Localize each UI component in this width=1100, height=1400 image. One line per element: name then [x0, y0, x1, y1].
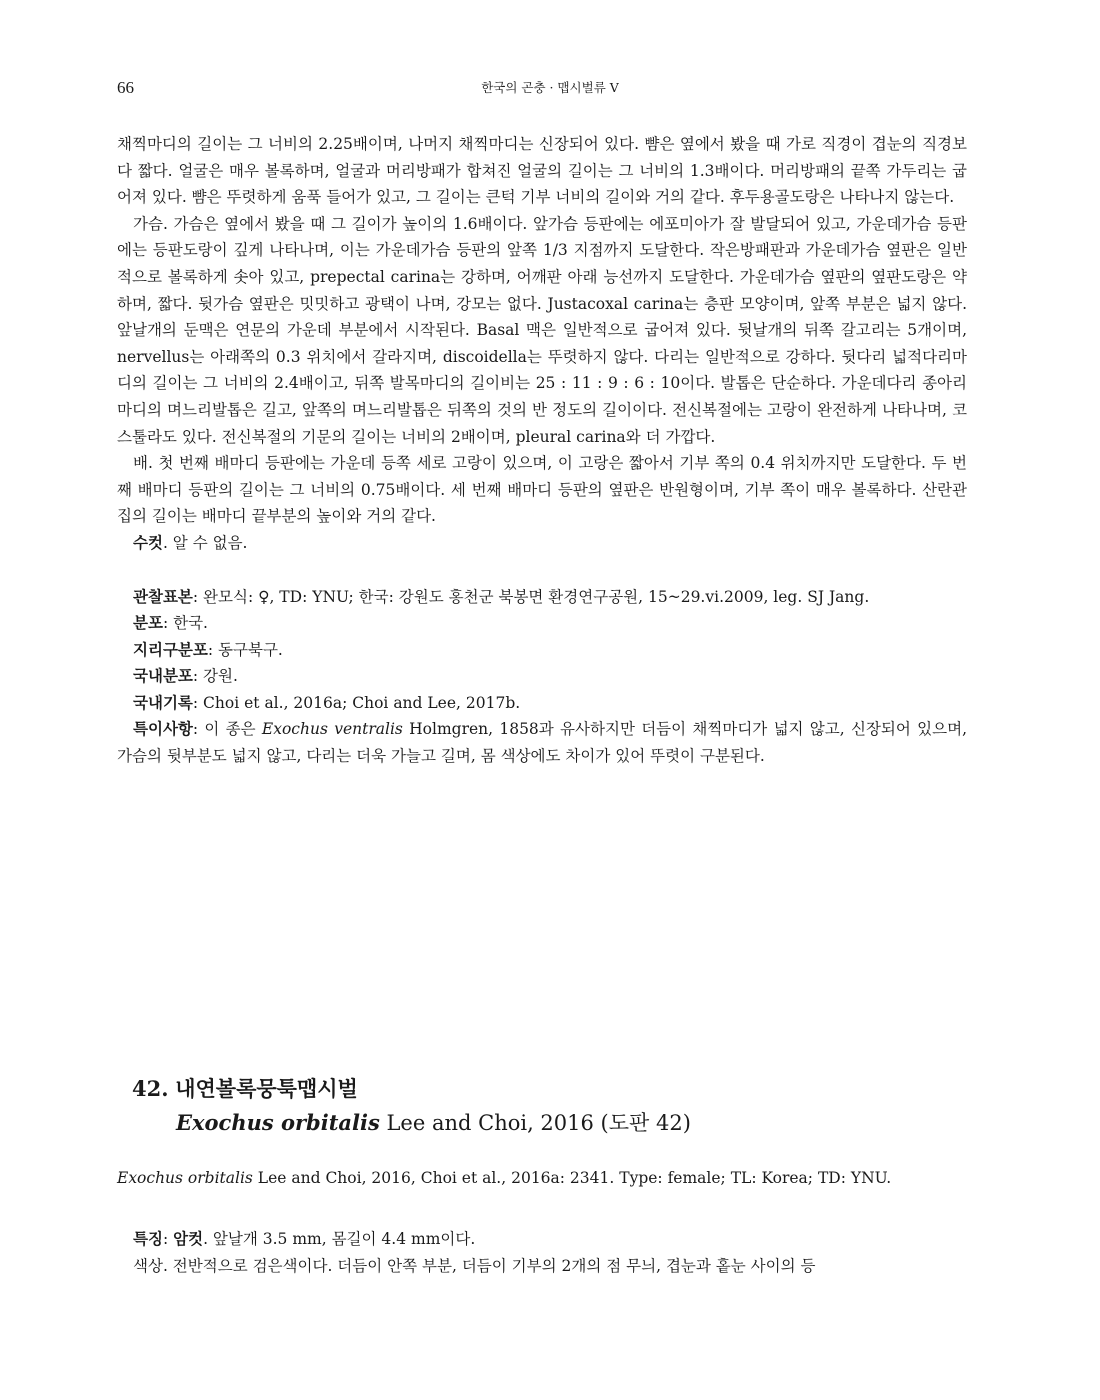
spacer: [117, 557, 967, 584]
species-scientific-name: Exochus orbitalis: [176, 1110, 380, 1135]
distribution-text: : 한국.: [162, 614, 208, 633]
remarks-species: Exochus ventralis: [261, 720, 403, 739]
male-text: . 알 수 없음.: [162, 533, 248, 552]
species-korean-name: 내연볼록뭉툭맵시벌: [175, 1076, 358, 1101]
distribution-line: [117, 610, 967, 637]
specimens-label: 관찰표본: [133, 586, 193, 606]
color-line: 색상. 전반적으로 검은색이다. 더듬이 안쪽 부분, 더듬이 기부의 2개의 점 무늬, 겹눈과 홑눈 사이의 등: [133, 1256, 816, 1275]
remarks-pre: : 이 종은: [192, 720, 262, 739]
features-label: 특징: [133, 1229, 163, 1248]
synonymy-species: Exochus orbitalis: [117, 1169, 253, 1187]
species-heading-korean: [132, 1072, 691, 1106]
page-number: 66: [117, 78, 134, 97]
domestic-distribution-text: : 강원.: [192, 667, 238, 686]
specimens-line: [117, 584, 967, 611]
male-label: 수컷: [133, 532, 163, 552]
domestic-records-line: [117, 690, 967, 717]
features-line: [117, 1226, 967, 1253]
species-heading: [132, 1072, 691, 1140]
geo-distribution-line: [117, 637, 967, 664]
distribution-label: 분포: [133, 613, 163, 633]
domestic-distribution-label: 국내분포: [133, 666, 193, 686]
paragraph-thorax: 가슴. 가슴은 옆에서 봤을 때 그 길이가 높이의 1.6배이다. 앞가슴 등판에는 에포미아가 잘 발달되어 있고, 가운데가슴 등판에는 등판도랑이 깊게 나타나며, 이는 가운데가슴 등판의 앞쪽 1/3 지점까지 도달한다. 작은방패판과 가운데가슴 옆판은 일반적으로 볼록하게 솟아 있고, prepectal carina는 강하며, 어깨판 아래 능선까지 도달한다. 가운데가슴 옆판의 옆판도랑은 약하며, 짧다. 뒷가슴 옆판은 밋밋하고 광택이 나며, 강모는 없다. Justacoxal carina는 층판 모양이며, 앞쪽 부분은 넓지 않다. 앞날개의 둔맥은 연문의 가운데 부분에서 시작된다. Basal 맥은 일반적으로 굽어져 있다. 뒷날개의 뒤쪽 갈고리는 5개이며, nervellus는 아래쪽의 0.3 위치에서 갈라지며, discoidella는 뚜렷하지 않다. 다리는 일반적으로 강하다. 뒷다리 넓적다리마디의 길이는 그 너비의 2.4배이고, 뒤쪽 발목마디의 길이비는 25 : 11 : 9 : 6 : 10이다. 발톱은 단순하다. 가운데다리 종아리마디의 며느리발톱은 길고, 앞쪽의 며느리발톱은 뒤쪽의 것의 반 정도의 길이이다. 전신복절에는 고랑이 완전하게 나타나며, 코스툴라도 있다. 전신복절의 기문의 길이는 너비의 2배이며, pleural carina와 더 가깝다.: [117, 214, 967, 446]
features-block: [117, 1226, 967, 1279]
synonymy-text: Lee and Choi, 2016, Choi et al., 2016a: 2341. Type: female; TL: Korea; TD: YNU.: [252, 1169, 892, 1187]
species-authority: Lee and Choi, 2016 (도판 42): [379, 1111, 691, 1135]
remarks-paragraph: [117, 716, 967, 769]
female-label: 암컷: [173, 1229, 204, 1248]
main-text: [117, 131, 967, 770]
specimens-text: : 완모식: ♀, TD: YNU; 한국: 강원도 홍천군 북봉면 환경연구공원, 15~29.vi.2009, leg. SJ Jang.: [192, 587, 870, 606]
geo-distribution-label: 지리구분포: [133, 639, 208, 659]
domestic-distribution-line: [117, 663, 967, 690]
paragraph-antenna: 채찍마디의 길이는 그 너비의 2.25배이며, 나머지 채찍마디는 신장되어 있다. 뺨은 옆에서 봤을 때 가로 직경이 겹눈의 직경보다 짧다. 얼굴은 매우 볼록하며, 얼굴과 머리방패가 합쳐진 얼굴의 길이는 그 너비의 1.3배이다. 머리방패의 끝쪽 가두리는 굽어져 있다. 뺨은 뚜렷하게 움푹 들어가 있고, 그 길이는 큰턱 기부 너비의 길이와 거의 같다. 후두용골도랑은 나타나지 않는다.: [117, 135, 967, 207]
paragraph-male: [117, 530, 967, 557]
running-header: 한국의 곤충 · 맵시벌류 V: [481, 80, 619, 95]
synonymy-line: [117, 1165, 977, 1191]
features-text: . 앞날개 3.5 mm, 몸길이 4.4 mm이다.: [203, 1230, 476, 1248]
features-colon: :: [162, 1230, 174, 1248]
remarks-label: 특이사항: [133, 719, 193, 739]
geo-distribution-text: : 동구북구.: [207, 640, 283, 659]
paragraph-abdomen: 배. 첫 번째 배마디 등판에는 가운데 등쪽 세로 고랑이 있으며, 이 고랑은 짧아서 기부 쪽의 0.4 위치까지만 도달한다. 두 번째 배마디 등판의 길이는 그 너비의 0.75배이다. 세 번째 배마디 등판의 옆판은 반원형이며, 기부 쪽이 매우 볼록하다. 산란관집의 길이는 배마디 끝부분의 높이와 거의 같다.: [117, 454, 967, 526]
domestic-records-label: 국내기록: [133, 692, 193, 712]
domestic-records-text: : Choi et al., 2016a; Choi and Lee, 2017b.: [192, 693, 521, 712]
remarks-post: Holmgren, 1858과 유사하지만 더듬이 채찍마디가 넓지 않고, 신장되어 있으며, 가슴의 뒷부분도 넓지 않고, 다리는 더욱 가늘고 길며, 몸 색상에도 차이가 있어 뚜렷이 구분된다.: [117, 720, 967, 766]
species-heading-scientific: [132, 1106, 691, 1140]
species-number: 42.: [132, 1076, 169, 1101]
